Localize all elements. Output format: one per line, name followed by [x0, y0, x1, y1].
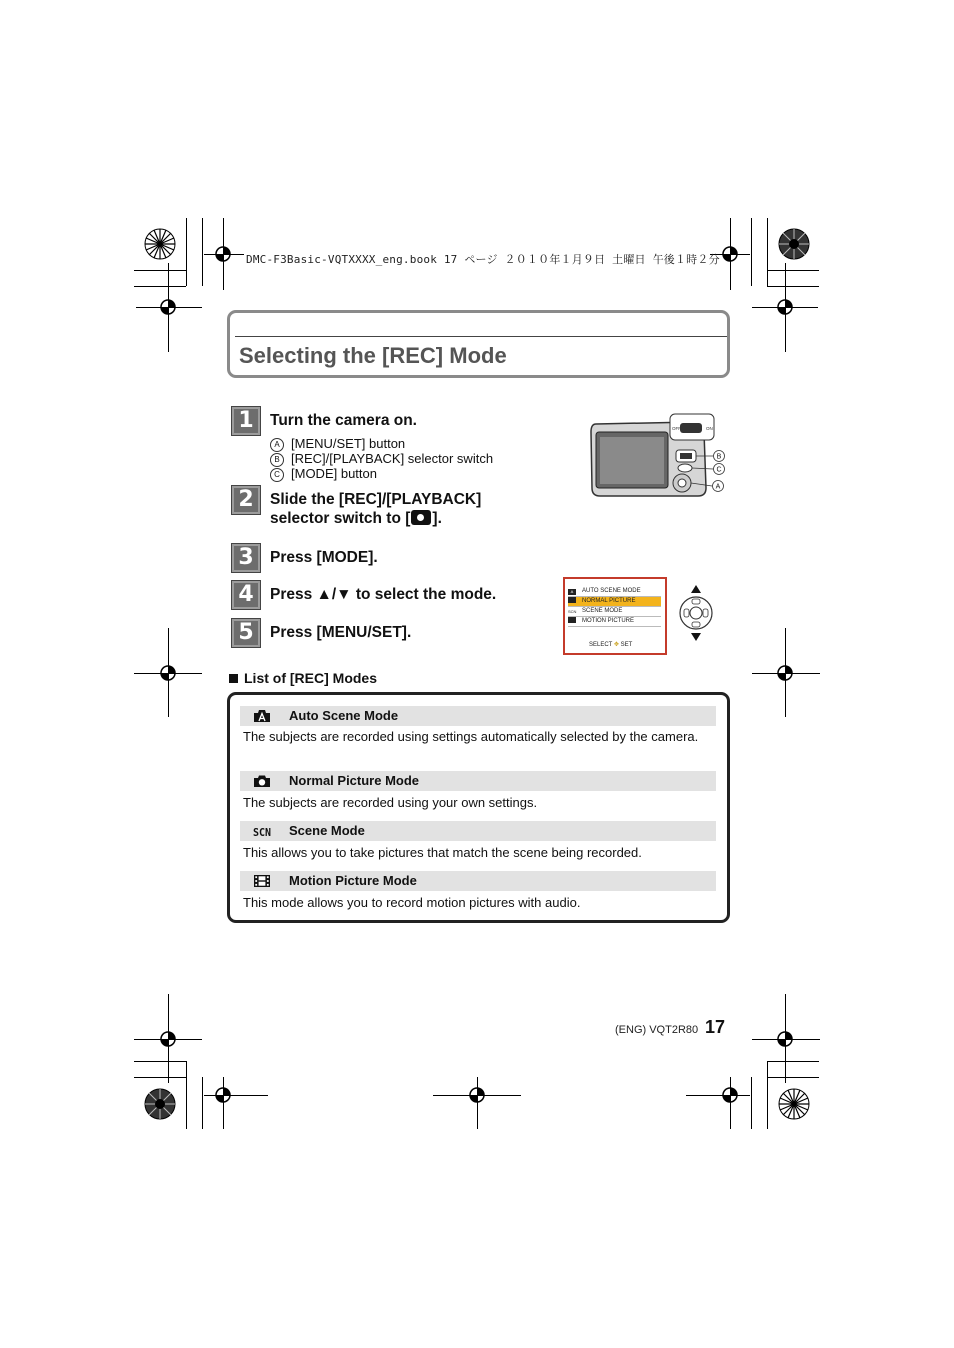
list-heading: List of [REC] Modes: [229, 670, 377, 686]
mode-row-auto-scene: [240, 706, 716, 726]
print-header: DMC-F3Basic-VQTXXXX_eng.book 17 ページ ２０１０年１月９日 土曜日 午後１時２分: [246, 253, 720, 266]
star-target-icon: [143, 227, 177, 261]
step-4-text: Press ▲/▼ to select the mode.: [270, 586, 497, 603]
auto-scene-icon: A: [568, 589, 576, 595]
step-number-2: 2: [231, 485, 261, 515]
svg-text:ON: ON: [706, 426, 713, 431]
menu-set-button-label: [MENU/SET] button: [291, 436, 406, 451]
title-panel: [227, 310, 730, 378]
selector-switch-label: [REC]/[PLAYBACK] selector switch: [291, 451, 494, 466]
mode-row-motion-picture: [240, 871, 716, 891]
page-number: 17: [705, 1017, 726, 1037]
mode-description: The subjects are recorded using your own settings.: [243, 795, 538, 810]
auto-scene-icon: [253, 709, 271, 723]
menu-select-set-hint: SELECT ✥ SET: [589, 642, 633, 648]
mode-description: This mode allows you to record motion pictures with audio.: [243, 895, 581, 910]
step-5-text: Press [MENU/SET].: [270, 624, 412, 641]
registration-mark-icon: [157, 662, 179, 684]
mode-description: The subjects are recorded using settings automatically selected by the camera.: [243, 729, 699, 744]
svg-text:C: C: [716, 466, 722, 474]
registration-mark-icon: [466, 1084, 488, 1106]
rec-mode-menu-screen: [563, 577, 667, 655]
step-number-5: 5: [231, 618, 261, 648]
mode-name: Motion Picture Mode: [289, 873, 417, 888]
step-number-3: 3: [231, 543, 261, 573]
svg-text:B: B: [716, 453, 722, 461]
mode-name: Normal Picture Mode: [289, 773, 420, 788]
marker-c: C: [270, 468, 284, 482]
menu-item-scene-mode: SCN SCENE MODE: [568, 607, 661, 617]
step-number-4: 4: [231, 580, 261, 610]
star-target-icon: [143, 1087, 177, 1121]
title-rule: [235, 336, 727, 337]
film-icon: [253, 874, 271, 888]
step-2-text: [270, 490, 530, 528]
star-target-icon: [777, 227, 811, 261]
registration-mark-icon: [774, 296, 796, 318]
page-title: Selecting the [REC] Mode: [239, 343, 507, 368]
camera-illustration: [588, 410, 733, 500]
mode-description: This allows you to take pictures that match the scene being recorded.: [243, 845, 642, 860]
mode-row-normal-picture: [240, 771, 716, 791]
svg-text:OFF: OFF: [672, 426, 681, 431]
cursor-pad-icon: [676, 583, 716, 643]
camera-icon: [411, 510, 431, 525]
camera-icon: [568, 597, 576, 603]
registration-mark-icon: [157, 296, 179, 318]
film-icon: [568, 617, 576, 623]
scn-icon: [253, 824, 271, 838]
registration-mark-icon: [212, 1084, 234, 1106]
marker-a: A: [270, 438, 284, 452]
mode-name: Auto Scene Mode: [289, 708, 399, 723]
menu-item-auto-scene: A AUTO SCENE MODE: [568, 587, 661, 597]
step-number-1: 1: [231, 406, 261, 436]
step-1-item-b: [270, 451, 493, 467]
square-bullet-icon: [229, 674, 238, 683]
star-target-icon: [777, 1087, 811, 1121]
footer-code: (ENG) VQT2R80: [615, 1024, 699, 1036]
marker-b: B: [270, 453, 284, 467]
camera-icon: [253, 774, 271, 788]
step-2-text-before: Slide the [REC]/[PLAYBACK] selector switch to [: [270, 491, 482, 527]
dpad-icon: ✥: [613, 642, 619, 648]
menu-item-motion-picture: MOTION PICTURE: [568, 617, 661, 627]
step-2-text-after: ].: [432, 510, 442, 527]
registration-mark-icon: [719, 1084, 741, 1106]
modes-table: [227, 692, 730, 923]
mode-button-label: [MODE] button: [291, 466, 377, 481]
step-1-item-c: [270, 466, 377, 482]
registration-mark-icon: [212, 243, 234, 265]
step-3-text: Press [MODE].: [270, 549, 378, 566]
scn-icon: SCN: [568, 609, 577, 614]
svg-text:SCN: SCN: [253, 826, 271, 838]
registration-mark-icon: [157, 1028, 179, 1050]
registration-mark-icon: [774, 1028, 796, 1050]
mode-row-scene: [240, 821, 716, 841]
registration-mark-icon: [774, 662, 796, 684]
mode-name: Scene Mode: [289, 823, 365, 838]
step-1-item-a: [270, 436, 405, 452]
menu-item-normal-picture: NORMAL PICTURE: [568, 597, 661, 607]
svg-text:A: A: [715, 483, 721, 491]
step-1-text: Turn the camera on.: [270, 412, 417, 429]
